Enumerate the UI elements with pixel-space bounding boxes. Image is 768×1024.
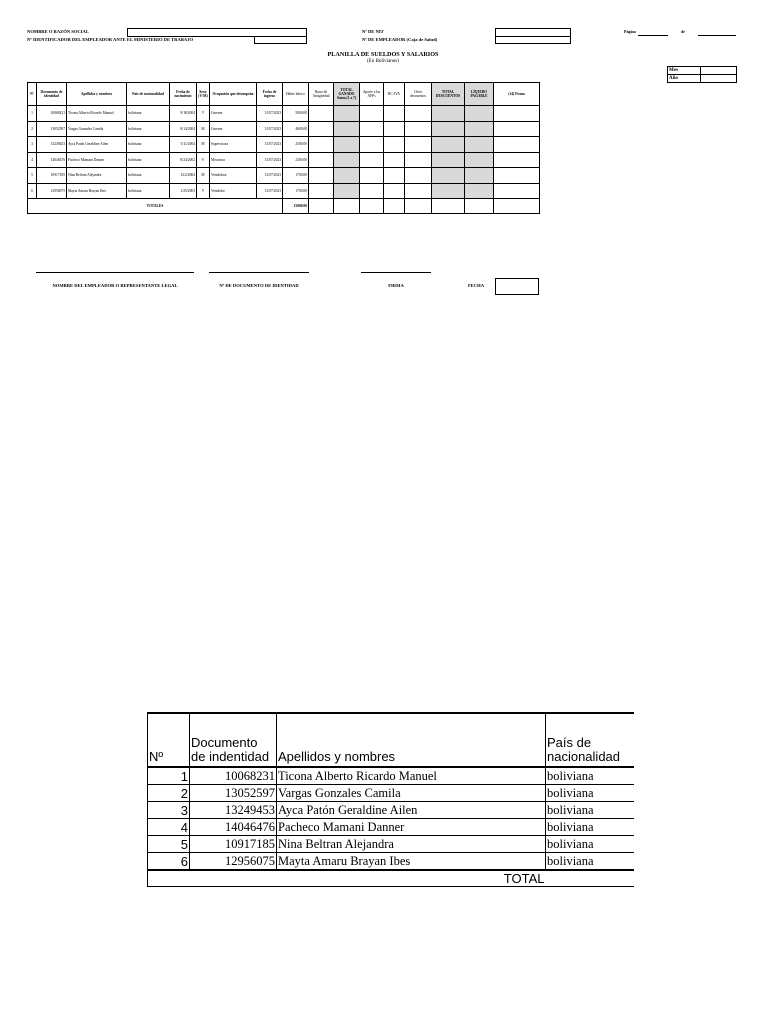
- zoom-name-cell: Mayta Amaru Brayan Ibes: [277, 853, 546, 871]
- afp-cell[interactable]: [360, 137, 384, 153]
- zoom-table-row: [148, 836, 634, 853]
- col-header: Sexo (V/M): [197, 83, 210, 106]
- afp-cell[interactable]: [360, 152, 384, 168]
- anio-field[interactable]: [701, 75, 737, 83]
- page-title: PLANILLA DE SUELDOS Y SALARIOS: [327, 51, 439, 58]
- signature-nombre-label: NOMBRE DEL EMPLEADOR O REPRESENTANTE LEGAL: [52, 283, 178, 288]
- zoom-col-doc-line2: de indentidad: [191, 749, 270, 764]
- bono-cell[interactable]: [309, 121, 334, 137]
- total-paginas-field[interactable]: [698, 29, 736, 36]
- otros-desc-cell[interactable]: [405, 137, 432, 153]
- zoom-pais-cell: boliviana: [546, 767, 634, 785]
- zoom-pais-cell: boliviana: [546, 785, 634, 802]
- bono-cell[interactable]: [309, 168, 334, 184]
- ocupacion-cell: Gerente: [210, 121, 257, 137]
- page-subtitle: (En Bolivianos): [367, 59, 399, 64]
- table-row: [28, 183, 540, 199]
- otros-desc-cell[interactable]: [405, 106, 432, 122]
- zoom-name-cell: Ticona Alberto Ricardo Manuel: [277, 767, 546, 785]
- otros-desc-cell[interactable]: [405, 152, 432, 168]
- firma-cell[interactable]: [494, 152, 540, 168]
- sexo-cell: M: [197, 137, 210, 153]
- zoom-row-number: 3: [148, 802, 190, 819]
- zoom-pais-cell: boliviana: [546, 819, 634, 836]
- nacimiento-cell: 8/24/2002: [170, 152, 197, 168]
- zoom-table-row: [148, 819, 634, 836]
- otros-desc-cell[interactable]: [405, 183, 432, 199]
- pais-cell: boliviana: [127, 137, 170, 153]
- col-header: Bono de Antigüedad: [309, 83, 334, 106]
- zoom-row-number: 5: [148, 836, 190, 853]
- pais-cell: boliviana: [127, 121, 170, 137]
- table-row: [28, 168, 540, 184]
- haber-cell: 2300.00: [283, 152, 309, 168]
- afp-cell[interactable]: [360, 183, 384, 199]
- ocupacion-cell: Vendedor: [210, 183, 257, 199]
- zoom-total-cell: [546, 870, 634, 887]
- signature-line-nombre: [36, 272, 194, 273]
- col-header: Apellidos y nombres: [67, 83, 127, 106]
- identificador-field[interactable]: [254, 36, 307, 44]
- mes-label: Mes: [668, 67, 701, 75]
- zoom-col-doc-line1: Documento: [191, 735, 258, 750]
- table-cell[interactable]: [334, 199, 360, 214]
- rc-iva-cell[interactable]: [384, 137, 405, 153]
- ocupacion-cell: Mecanico: [210, 152, 257, 168]
- col-header: RC-IVA: [384, 83, 405, 106]
- liquido-cell[interactable]: [465, 183, 494, 199]
- total-desc-cell[interactable]: [432, 137, 465, 153]
- col-header: Aporte a las AFPs: [360, 83, 384, 106]
- signature-documento-label: Nº DE DOCUMENTO DE IDENTIDAD: [219, 283, 299, 288]
- table-cell[interactable]: [384, 199, 405, 214]
- zoom-table-row: [148, 767, 634, 785]
- pais-cell: boliviana: [127, 152, 170, 168]
- signature-fecha-label: FECHA: [467, 283, 485, 288]
- zoom-col-nombre: Apellidos y nombres: [277, 713, 546, 767]
- row-number: 6: [28, 183, 37, 199]
- ocupacion-cell: Vendedora: [210, 168, 257, 184]
- zoom-pais-cell: boliviana: [546, 802, 634, 819]
- zoom-doc-cell: 10917185: [190, 836, 277, 853]
- col-header: Ocupación que desempeña: [210, 83, 257, 106]
- pagina-field[interactable]: [638, 29, 668, 36]
- zoom-total-row: [148, 870, 634, 887]
- zoom-doc-cell: 13052597: [190, 785, 277, 802]
- zoom-col-pais: [546, 713, 634, 767]
- zoom-table-row: [148, 853, 634, 871]
- sexo-cell: M: [197, 168, 210, 184]
- zoom-header-row: [148, 713, 634, 767]
- total-ganado-cell[interactable]: [334, 121, 360, 137]
- row-number: 1: [28, 106, 37, 122]
- nacimiento-cell: 1/25/2003: [170, 183, 197, 199]
- table-row: [28, 152, 540, 168]
- table-header-row: [28, 83, 540, 106]
- name-cell: Nina Beltran Alejandra: [67, 168, 127, 184]
- col-header: (14) Firma: [494, 83, 540, 106]
- name-cell: Ayca Patón Geraldine Ailen: [67, 137, 127, 153]
- liquido-cell[interactable]: [465, 106, 494, 122]
- fecha-field[interactable]: [495, 278, 539, 295]
- otros-desc-cell[interactable]: [405, 121, 432, 137]
- doc-cell: 13052597: [37, 121, 67, 137]
- planilla-table: [27, 82, 540, 214]
- sexo-cell: V: [197, 106, 210, 122]
- totales-haber: 15000.00: [283, 199, 309, 214]
- liquido-cell[interactable]: [465, 168, 494, 184]
- zoom-row-number: 2: [148, 785, 190, 802]
- name-cell: Pacheco Mamani Danner: [67, 152, 127, 168]
- rc-iva-cell[interactable]: [384, 168, 405, 184]
- ingreso-cell: 31/07/2023: [257, 168, 283, 184]
- zoom-doc-cell: 10068231: [190, 767, 277, 785]
- bono-cell[interactable]: [309, 152, 334, 168]
- haber-cell: 1700.00: [283, 168, 309, 184]
- zoom-doc-cell: 13249453: [190, 802, 277, 819]
- nro-empleador-field[interactable]: [495, 36, 571, 44]
- zoom-doc-cell: 12956075: [190, 853, 277, 871]
- haber-cell: 1700.00: [283, 183, 309, 199]
- total-ganado-cell[interactable]: [334, 137, 360, 153]
- ingreso-cell: 31/07/2023: [257, 152, 283, 168]
- zoom-total-label: TOTAL: [148, 870, 546, 887]
- razon-social-label: NOMBRE O RAZÓN SOCIAL: [27, 29, 89, 34]
- nit-label: Nº DE NIT: [362, 29, 384, 34]
- rc-iva-cell[interactable]: [384, 183, 405, 199]
- table-row: [28, 121, 540, 137]
- ocupacion-cell: Supervisora: [210, 137, 257, 153]
- afp-cell[interactable]: [360, 106, 384, 122]
- nacimiento-cell: 5/11/2004: [170, 137, 197, 153]
- col-header: Documento de identidad: [37, 83, 67, 106]
- total-desc-cell[interactable]: [432, 121, 465, 137]
- total-ganado-cell[interactable]: [334, 152, 360, 168]
- total-desc-cell[interactable]: [432, 168, 465, 184]
- table-row: [28, 106, 540, 122]
- otros-desc-cell[interactable]: [405, 168, 432, 184]
- pais-cell: boliviana: [127, 106, 170, 122]
- total-ganado-cell[interactable]: [334, 168, 360, 184]
- firma-cell[interactable]: [494, 106, 540, 122]
- afp-cell[interactable]: [360, 168, 384, 184]
- ingreso-cell: 31/07/2023: [257, 121, 283, 137]
- firma-cell[interactable]: [494, 183, 540, 199]
- nacimiento-cell: 12/2/2004: [170, 168, 197, 184]
- sexo-cell: V: [197, 183, 210, 199]
- col-header: Haber básico: [283, 83, 309, 106]
- signature-line-firma: [361, 272, 431, 273]
- zoom-pais-cell: boliviana: [546, 853, 634, 871]
- col-header: Fecha de ingreso: [257, 83, 283, 106]
- zoom-table-row: [148, 785, 634, 802]
- identificador-label: Nº IDENTIFICADOR DEL EMPLEADOR ANTE EL MINISTERIO DE TRABAJO: [27, 36, 194, 42]
- mes-field[interactable]: [701, 67, 737, 75]
- nro-empleador-label: Nº DE EMPLEADOR (Caja de Salud): [362, 36, 438, 42]
- zoom-name-cell: Ayca Patón Geraldine Ailen: [277, 802, 546, 819]
- haber-cell: 5000.00: [283, 106, 309, 122]
- ingreso-cell: 31/07/2023: [257, 137, 283, 153]
- zoom-col-n: Nº: [148, 713, 190, 767]
- ocupacion-cell: Gerente: [210, 106, 257, 122]
- liquido-cell[interactable]: [465, 137, 494, 153]
- zoom-col-pais-line2: nacionalidad: [547, 749, 621, 764]
- name-cell: Mayta Amaru Brayan Ibes: [67, 183, 127, 199]
- signature-line-documento: [209, 272, 309, 273]
- col-header: TOTAL GANADO Suma (1 a 7): [334, 83, 360, 106]
- total-ganado-cell[interactable]: [334, 106, 360, 122]
- zoom-col-doc: [190, 713, 277, 767]
- rc-iva-cell[interactable]: [384, 152, 405, 168]
- sexo-cell: M: [197, 121, 210, 137]
- col-header: Otros descuentos: [405, 83, 432, 106]
- haber-cell: 2500.00: [283, 137, 309, 153]
- table-row: [28, 137, 540, 153]
- zoom-name-cell: Vargas Gonzales Camila: [277, 785, 546, 802]
- firma-cell[interactable]: [494, 121, 540, 137]
- total-desc-cell[interactable]: [432, 183, 465, 199]
- doc-cell: 14046476: [37, 152, 67, 168]
- zoom-row-number: 6: [148, 853, 190, 871]
- afp-cell[interactable]: [360, 121, 384, 137]
- zoom-col-pais-line1: País de: [547, 735, 592, 750]
- pais-cell: boliviana: [127, 183, 170, 199]
- de-label: de: [681, 29, 685, 34]
- zoom-doc-cell: 14046476: [190, 819, 277, 836]
- col-header: TOTAL DESCUENTOS: [432, 83, 465, 106]
- table-cell[interactable]: [465, 199, 494, 214]
- zoom-name-cell: Nina Beltran Alejandra: [277, 836, 546, 853]
- haber-cell: 4600.00: [283, 121, 309, 137]
- totales-label: TOTALES: [28, 199, 283, 214]
- signature-firma-label: FIRMA: [388, 283, 404, 288]
- bono-cell[interactable]: [309, 183, 334, 199]
- row-number: 3: [28, 137, 37, 153]
- col-header: Nº: [28, 83, 37, 106]
- rc-iva-cell[interactable]: [384, 121, 405, 137]
- liquido-cell[interactable]: [465, 152, 494, 168]
- doc-cell: 10917185: [37, 168, 67, 184]
- mes-anio-table: [667, 66, 737, 83]
- col-header: LÍQUIDO PAGABLE: [465, 83, 494, 106]
- sexo-cell: V: [197, 152, 210, 168]
- total-desc-cell[interactable]: [432, 106, 465, 122]
- table-cell[interactable]: [494, 199, 540, 214]
- zoom-table: [147, 712, 634, 887]
- doc-cell: 10068231: [37, 106, 67, 122]
- bono-cell[interactable]: [309, 106, 334, 122]
- doc-cell: 13249453: [37, 137, 67, 153]
- zoom-row-number: 1: [148, 767, 190, 785]
- name-cell: Ticona Alberto Ricardo Manuel: [67, 106, 127, 122]
- nacimiento-cell: 9/18/2004: [170, 106, 197, 122]
- rc-iva-cell[interactable]: [384, 106, 405, 122]
- totales-row: [28, 199, 540, 214]
- ingreso-cell: 31/07/2023: [257, 106, 283, 122]
- col-header: Fecha de nacimiento: [170, 83, 197, 106]
- total-ganado-cell[interactable]: [334, 183, 360, 199]
- name-cell: Vargas Gonzales Camila: [67, 121, 127, 137]
- col-header: País de nacionalidad: [127, 83, 170, 106]
- ingreso-cell: 31/07/2023: [257, 183, 283, 199]
- table-cell[interactable]: [360, 199, 384, 214]
- row-number: 5: [28, 168, 37, 184]
- pagina-label: Página: [624, 29, 636, 34]
- anio-label: Año: [668, 75, 701, 83]
- zoom-pais-cell: boliviana: [546, 836, 634, 853]
- total-desc-cell[interactable]: [432, 152, 465, 168]
- firma-cell[interactable]: [494, 137, 540, 153]
- nacimiento-cell: 8/14/2004: [170, 121, 197, 137]
- zoom-name-cell: Pacheco Mamani Danner: [277, 819, 546, 836]
- zoom-table-row: [148, 802, 634, 819]
- pais-cell: boliviana: [127, 168, 170, 184]
- table-cell[interactable]: [405, 199, 432, 214]
- table-cell[interactable]: [309, 199, 334, 214]
- row-number: 4: [28, 152, 37, 168]
- table-cell[interactable]: [432, 199, 465, 214]
- firma-cell[interactable]: [494, 168, 540, 184]
- row-number: 2: [28, 121, 37, 137]
- bono-cell[interactable]: [309, 137, 334, 153]
- doc-cell: 12956075: [37, 183, 67, 199]
- liquido-cell[interactable]: [465, 121, 494, 137]
- zoom-row-number: 4: [148, 819, 190, 836]
